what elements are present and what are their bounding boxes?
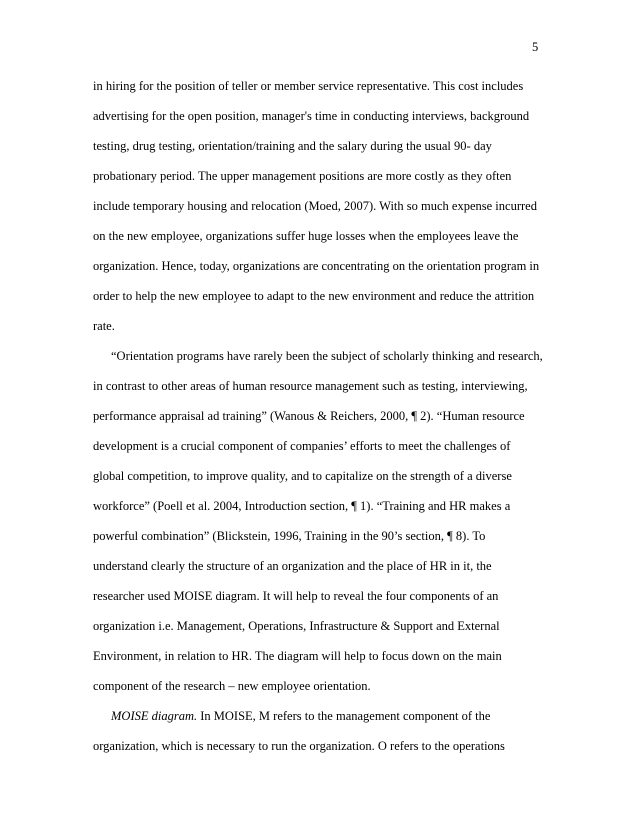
text-line: global competition, to improve quality, and to capitalize on the strength of a diverse bbox=[93, 469, 512, 483]
text-line: researcher used MOISE diagram. It will help to reveal the four components of an bbox=[93, 589, 499, 603]
text-line: order to help the new employee to adapt to the new environment and reduce the attrition bbox=[93, 289, 535, 303]
text-line: advertising for the open position, manager's time in conducting interviews, background bbox=[93, 109, 530, 123]
text-line: organization. Hence, today, organizations are concentrating on the orientation program in bbox=[93, 259, 540, 273]
text-line: organization i.e. Management, Operations, Infrastructure & Support and External bbox=[93, 619, 500, 633]
text-line: component of the research – new employee orientation. bbox=[93, 679, 371, 693]
text-line: powerful combination” (Blickstein, 1996, Training in the 90’s section, ¶ 8). To bbox=[93, 529, 486, 543]
text-line: understand clearly the structure of an organization and the place of HR in it, the bbox=[93, 559, 492, 573]
text-line: organization, which is necessary to run the organization. O refers to the operations bbox=[93, 739, 505, 753]
text-line: in hiring for the position of teller or member service representative. This cost includes bbox=[93, 79, 524, 93]
text-line: workforce” (Poell et al. 2004, Introduction section, ¶ 1). “Training and HR makes a bbox=[93, 499, 511, 513]
text-line: In MOISE, M refers to the management component of the bbox=[200, 709, 491, 723]
text-line: probationary period. The upper management positions are more costly as they often bbox=[93, 169, 512, 183]
text-line: in contrast to other areas of human resource management such as testing, interviewing, bbox=[93, 379, 528, 393]
text-line: on the new employee, organizations suffer huge losses when the employees leave the bbox=[93, 229, 519, 243]
section-heading: MOISE diagram. bbox=[111, 709, 198, 723]
text-line: performance appraisal ad training” (Wanous & Reichers, 2000, ¶ 2). “Human resource bbox=[93, 409, 525, 423]
text-line: development is a crucial component of companies’ efforts to meet the challenges of bbox=[93, 439, 511, 453]
text-line: rate. bbox=[93, 319, 115, 333]
body-text bbox=[93, 71, 563, 761]
text-line: include temporary housing and relocation (Moed, 2007). With so much expense incurred bbox=[93, 199, 537, 213]
text-line: “Orientation programs have rarely been the subject of scholarly thinking and research, bbox=[111, 349, 543, 363]
text-line-with-heading bbox=[93, 701, 563, 731]
text-line: testing, drug testing, orientation/training and the salary during the usual 90- day bbox=[93, 139, 492, 153]
text-line: Environment, in relation to HR. The diagram will help to focus down on the main bbox=[93, 649, 502, 663]
page-number: 5 bbox=[532, 40, 539, 54]
